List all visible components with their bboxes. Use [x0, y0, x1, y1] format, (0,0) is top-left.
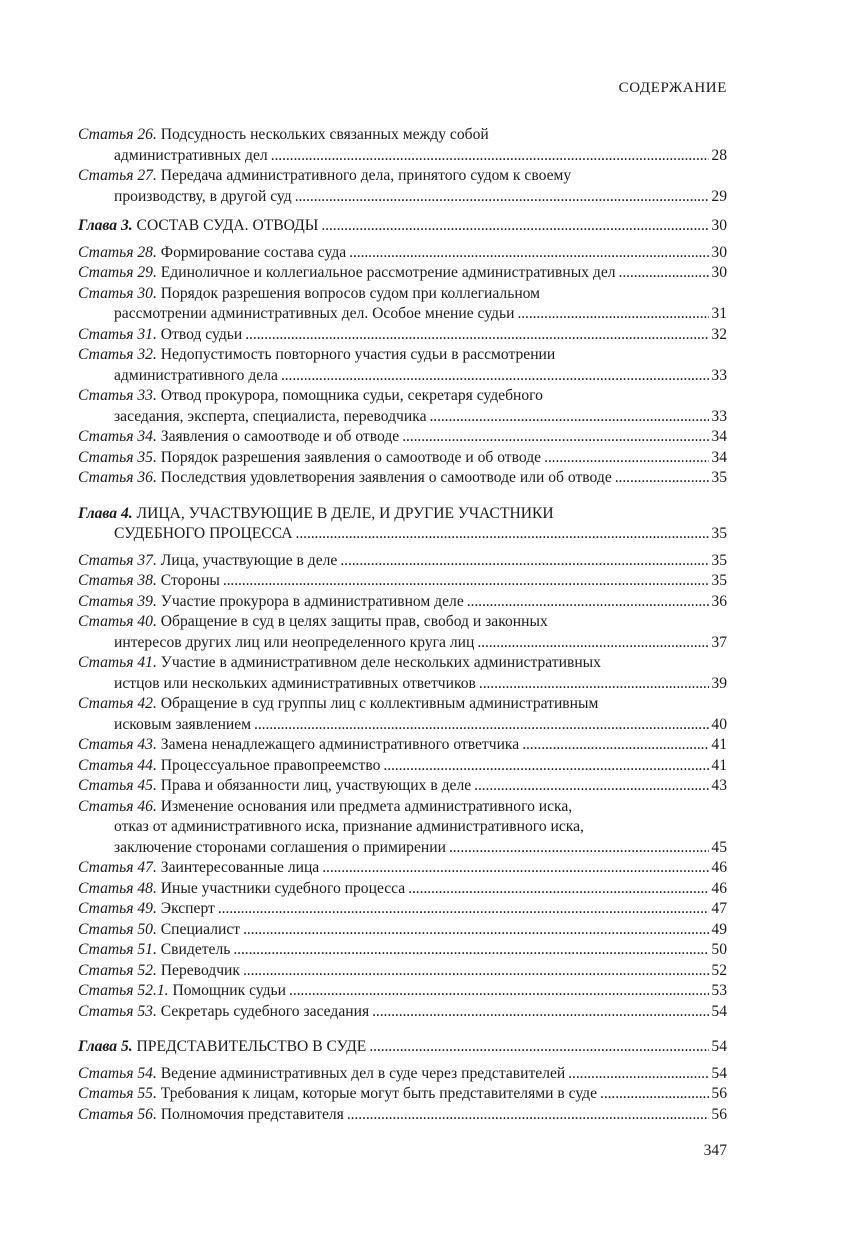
article-title: Заинтересованные лица	[160, 859, 320, 876]
entry-last-line	[78, 838, 727, 859]
entry-last-line	[78, 325, 727, 346]
toc-article-entry	[78, 1084, 727, 1105]
entry-first-line	[78, 345, 727, 366]
entry-text	[114, 187, 292, 208]
dot-leader	[517, 304, 709, 325]
entry-page-number: 33	[711, 366, 727, 384]
entry-last-line	[78, 551, 727, 572]
article-title: Обращение в суд в целях защиты прав, свобод и законных	[160, 613, 548, 630]
dot-leader	[383, 756, 709, 777]
dot-leader	[254, 715, 709, 736]
entry-text	[114, 715, 251, 736]
entry-page-number: 35	[711, 551, 727, 569]
page-number: 347	[703, 1142, 727, 1159]
entry-text	[78, 1002, 369, 1023]
toc-article-entry	[78, 571, 727, 592]
entry-text	[114, 633, 474, 654]
toc-article-entry	[78, 653, 727, 694]
dot-leader	[340, 551, 709, 572]
dot-leader	[281, 366, 709, 387]
dot-leader	[372, 1002, 709, 1023]
article-label: Статья 52.1.	[78, 982, 169, 999]
entry-text	[78, 468, 612, 489]
article-title: заключение сторонами соглашения о примирении	[114, 838, 446, 856]
entry-last-line	[78, 216, 727, 237]
entry-last-line	[78, 187, 727, 208]
dot-leader	[408, 879, 709, 900]
article-title: Участие в административном деле нескольких административных	[160, 654, 601, 671]
entry-last-line	[78, 263, 727, 284]
entry-last-line	[78, 592, 727, 613]
article-title: Единоличное и коллегиальное рассмотрение административных дел	[160, 264, 616, 281]
entry-page-number: 56	[711, 1085, 727, 1102]
toc-article-entry	[78, 899, 727, 920]
entry-last-line	[78, 940, 727, 961]
article-label: Статья 26.	[78, 126, 157, 143]
toc-article-entry	[78, 427, 727, 448]
entry-first-line	[78, 504, 727, 525]
entry-first-line	[78, 612, 727, 633]
article-title: Процессуальное правопреемство	[160, 756, 381, 774]
entry-text	[114, 674, 476, 695]
toc-article-entry	[78, 694, 727, 735]
dot-leader	[296, 524, 710, 545]
article-label: Статья 44.	[78, 756, 157, 774]
entry-last-line	[78, 146, 727, 167]
entry-text	[78, 776, 471, 797]
article-title: Формирование состава суда	[160, 243, 347, 261]
dot-leader	[289, 981, 709, 1002]
article-title: рассмотрении административных дел. Особое мнение судьи	[114, 305, 515, 322]
chapter-label: Глава 3.	[78, 217, 133, 234]
article-title: производству, в другой суд	[114, 187, 292, 205]
entry-page-number: 49	[711, 920, 727, 938]
entry-last-line	[78, 735, 727, 756]
entry-text	[114, 146, 268, 167]
entry-page-number: 36	[711, 592, 727, 610]
entry-text	[78, 243, 346, 264]
dot-leader	[223, 571, 710, 592]
entry-last-line	[78, 879, 727, 900]
entry-last-line	[78, 715, 727, 736]
entry-text	[78, 879, 405, 900]
article-title: Заявления о самоотводе и об отводе	[160, 428, 400, 445]
toc-chapter-entry	[78, 504, 727, 545]
article-label: Статья 53.	[78, 1002, 157, 1020]
entry-last-line	[78, 448, 727, 469]
entry-text	[78, 735, 519, 756]
entry-page-number: 56	[711, 1105, 727, 1123]
chapter-title: ЛИЦА, УЧАСТВУЮЩИЕ В ДЕЛЕ, И ДРУГИЕ УЧАСТНИКИ	[136, 504, 554, 522]
toc-article-entry	[78, 858, 727, 879]
dot-leader	[233, 940, 709, 961]
entry-page-number: 35	[711, 525, 727, 542]
article-title: Участие прокурора в административном деле	[160, 592, 464, 610]
toc-article-entry	[78, 735, 727, 756]
toc-article-entry	[78, 263, 727, 284]
article-label: Статья 55.	[78, 1085, 157, 1102]
entry-last-line	[78, 674, 727, 695]
dot-leader	[349, 243, 709, 264]
dot-leader	[295, 187, 710, 208]
article-title: Полномочия представителя	[160, 1105, 344, 1123]
entry-last-line	[78, 1084, 727, 1105]
article-title: Недопустимость повторного участия судьи в рассмотрении	[160, 346, 556, 363]
entry-text	[78, 756, 380, 777]
dot-leader	[243, 920, 709, 941]
article-title: административного дела	[114, 366, 278, 384]
dot-leader	[218, 899, 710, 920]
toc-article-entry	[78, 386, 727, 427]
entry-last-line	[78, 1105, 727, 1126]
entry-page-number: 30	[711, 217, 727, 234]
entry-page-number: 54	[711, 1002, 727, 1020]
entry-page-number: 37	[711, 633, 727, 651]
article-label: Статья 47.	[78, 859, 157, 876]
entry-text	[78, 551, 337, 572]
article-title: истцов или нескольких административных ответчиков	[114, 674, 476, 692]
article-label: Статья 39.	[78, 592, 157, 610]
article-label: Статья 29.	[78, 264, 157, 281]
entry-text	[78, 1084, 597, 1105]
entry-first-line	[78, 386, 727, 407]
dot-leader	[347, 1105, 710, 1126]
entry-last-line	[78, 468, 727, 489]
article-label: Статья 40.	[78, 613, 157, 630]
toc-chapter-entry	[78, 216, 727, 237]
article-label: Статья 30.	[78, 284, 157, 302]
toc-chapter-entry	[78, 1037, 727, 1058]
dot-leader	[271, 146, 710, 167]
dot-leader	[619, 263, 710, 284]
article-label: Статья 35.	[78, 448, 157, 466]
entry-text	[78, 858, 319, 879]
toc-article-entry	[78, 1002, 727, 1023]
entry-page-number: 40	[711, 715, 727, 733]
toc-article-entry	[78, 961, 727, 982]
toc-article-entry	[78, 920, 727, 941]
entry-text	[78, 1064, 565, 1085]
entry-page-number: 29	[711, 187, 727, 205]
entry-last-line	[78, 920, 727, 941]
chapter-label: Глава 5.	[78, 1038, 133, 1055]
entry-last-line	[78, 756, 727, 777]
entry-last-line	[78, 1037, 727, 1058]
toc-article-entry	[78, 756, 727, 777]
article-title: отказ от административного иска, признание административного иска,	[114, 818, 584, 835]
entry-page-number: 31	[711, 305, 727, 322]
article-title: Изменение основания или предмета административного иска,	[160, 797, 573, 815]
article-title: Иные участники судебного процесса	[160, 879, 406, 897]
article-title: Помощник судьи	[172, 982, 287, 999]
entry-page-number: 41	[711, 756, 727, 774]
entry-text	[78, 961, 240, 982]
article-label: Статья 50.	[78, 920, 157, 938]
entry-page-number: 47	[711, 900, 727, 917]
toc-article-entry	[78, 284, 727, 325]
entry-page-number: 33	[711, 407, 727, 425]
toc-article-entry	[78, 940, 727, 961]
entry-last-line	[78, 243, 727, 264]
entry-last-line	[78, 1002, 727, 1023]
entry-first-line	[78, 125, 727, 146]
entry-last-line	[78, 407, 727, 428]
entry-page-number: 30	[711, 243, 727, 261]
entry-last-line	[78, 633, 727, 654]
entry-page-number: 54	[711, 1064, 727, 1082]
entry-last-line	[78, 981, 727, 1002]
toc-article-entry	[78, 468, 727, 489]
toc-article-entry	[78, 345, 727, 386]
entry-text	[78, 592, 464, 613]
dot-leader	[522, 735, 709, 756]
article-title: Последствия удовлетворения заявления о самоотводе или об отводе	[160, 469, 612, 486]
article-title: Замена ненадлежащего административного ответчика	[160, 736, 520, 753]
dot-leader	[243, 961, 709, 982]
entry-text	[114, 304, 514, 325]
dot-leader	[321, 216, 709, 237]
toc-article-entry	[78, 879, 727, 900]
article-title: интересов других лиц или неопределенного круга лиц	[114, 633, 475, 651]
running-head: СОДЕРЖАНИЕ	[618, 80, 727, 96]
entry-page-number: 53	[711, 982, 727, 999]
toc-article-entry	[78, 981, 727, 1002]
entry-text	[78, 899, 215, 920]
article-title: Ведение административных дел в суде через представителей	[160, 1064, 566, 1082]
article-title: Передача административного дела, принятого судом к своему	[160, 167, 572, 184]
article-label: Статья 27.	[78, 167, 157, 184]
entry-page-number: 39	[711, 674, 727, 692]
dot-leader	[402, 427, 709, 448]
article-title: Специалист	[160, 920, 241, 938]
chapter-title: СОСТАВ СУДА. ОТВОДЫ	[136, 217, 319, 234]
toc-article-entry	[78, 776, 727, 797]
entry-last-line	[78, 899, 727, 920]
entry-text	[78, 263, 616, 284]
article-title: Отвод прокурора, помощника судьи, секретаря судебного	[160, 387, 543, 404]
toc-article-entry	[78, 166, 727, 207]
chapter-title: ПРЕДСТАВИТЕЛЬСТВО В СУДЕ	[136, 1038, 367, 1055]
dot-leader	[600, 1084, 709, 1105]
article-label: Статья 37.	[78, 551, 157, 569]
entry-text	[78, 325, 242, 346]
article-title: Требования к лицам, которые могут быть представителями в суде	[160, 1085, 598, 1102]
article-title: Свидетель	[160, 941, 231, 958]
entry-page-number: 50	[711, 941, 727, 958]
article-label: Статья 32.	[78, 346, 157, 363]
article-label: Статья 33.	[78, 387, 157, 404]
article-title: Эксперт	[160, 900, 215, 917]
toc-article-entry	[78, 243, 727, 264]
toc-article-entry	[78, 325, 727, 346]
entry-page-number: 54	[711, 1038, 727, 1055]
entry-last-line	[78, 961, 727, 982]
dot-leader	[479, 674, 710, 695]
entry-text	[114, 366, 278, 387]
article-title: Обращение в суд группы лиц с коллективным административным	[160, 695, 599, 712]
entry-first-line	[78, 284, 727, 305]
entry-text	[78, 940, 230, 961]
chapter-label: Глава 4.	[78, 504, 133, 522]
toc-article-entry	[78, 551, 727, 572]
entry-last-line	[78, 427, 727, 448]
entry-text	[114, 407, 426, 428]
toc-article-entry	[78, 592, 727, 613]
entry-last-line	[78, 571, 727, 592]
entry-page-number: 41	[711, 736, 727, 753]
dot-leader	[369, 1037, 709, 1058]
dot-leader	[474, 776, 709, 797]
entry-page-number: 46	[711, 879, 727, 897]
toc-article-entry	[78, 125, 727, 166]
entry-first-line	[78, 797, 727, 818]
article-title: Секретарь судебного заседания	[160, 1002, 370, 1020]
dot-leader	[568, 1064, 709, 1085]
entry-page-number: 35	[711, 469, 727, 486]
entry-last-line	[78, 524, 727, 545]
toc-article-entry	[78, 1105, 727, 1126]
entry-middle-line	[78, 817, 727, 838]
dot-leader	[322, 858, 709, 879]
article-label: Статья 43.	[78, 736, 157, 753]
article-label: Статья 46.	[78, 797, 157, 815]
entry-text	[78, 920, 240, 941]
article-title: Права и обязанности лиц, участвующих в деле	[160, 777, 472, 794]
entry-page-number: 35	[711, 572, 727, 589]
article-label: Статья 52.	[78, 961, 157, 979]
entry-last-line	[78, 304, 727, 325]
article-label: Статья 38.	[78, 572, 157, 589]
article-label: Статья 51.	[78, 941, 157, 958]
article-title: Стороны	[160, 572, 220, 589]
entry-page-number: 52	[711, 961, 727, 979]
article-label: Статья 54.	[78, 1064, 157, 1082]
article-label: Статья 28.	[78, 243, 157, 261]
entry-text	[78, 427, 399, 448]
entry-text	[78, 448, 541, 469]
entry-page-number: 34	[711, 428, 727, 445]
article-label: Статья 56.	[78, 1105, 157, 1123]
dot-leader	[544, 448, 709, 469]
entry-last-line	[78, 776, 727, 797]
entry-text	[78, 1037, 366, 1058]
entry-text	[114, 838, 446, 859]
article-label: Статья 45.	[78, 777, 157, 794]
toc-article-entry	[78, 1064, 727, 1085]
dot-leader	[245, 325, 709, 346]
toc-article-entry	[78, 448, 727, 469]
entry-last-line	[78, 366, 727, 387]
dot-leader	[429, 407, 709, 428]
article-title: Лица, участвующие в деле	[160, 551, 338, 569]
entry-text	[78, 1105, 344, 1126]
entry-first-line	[78, 653, 727, 674]
entry-last-line	[78, 858, 727, 879]
chapter-title: СУДЕБНОГО ПРОЦЕССА	[114, 525, 293, 542]
dot-leader	[615, 468, 710, 489]
article-title: исковым заявлением	[114, 715, 252, 733]
toc-article-entry	[78, 797, 727, 859]
article-title: Порядок разрешения вопросов судом при коллегиальном	[160, 284, 541, 302]
entry-text	[114, 524, 293, 545]
entry-text	[78, 981, 286, 1002]
article-label: Статья 48.	[78, 879, 157, 897]
article-title: заседания, эксперта, специалиста, переводчика	[114, 407, 427, 425]
entry-text	[78, 216, 318, 237]
entry-page-number: 34	[711, 448, 727, 466]
article-label: Статья 31.	[78, 325, 157, 343]
entry-last-line	[78, 1064, 727, 1085]
entry-page-number: 32	[711, 325, 727, 343]
entry-text	[78, 571, 220, 592]
entry-first-line	[78, 166, 727, 187]
article-label: Статья 41.	[78, 654, 157, 671]
article-title: Подсудность нескольких связанных между собой	[160, 126, 489, 143]
article-title: Порядок разрешения заявления о самоотводе и об отводе	[160, 448, 542, 466]
entry-page-number: 28	[711, 146, 727, 164]
article-label: Статья 36.	[78, 469, 157, 486]
toc-article-entry	[78, 612, 727, 653]
entry-page-number: 45	[711, 838, 727, 856]
article-label: Статья 42.	[78, 695, 157, 712]
article-title: Переводчик	[160, 961, 240, 979]
entry-page-number: 30	[711, 264, 727, 281]
entry-page-number: 43	[711, 777, 727, 794]
dot-leader	[467, 592, 710, 613]
article-label: Статья 49.	[78, 900, 157, 917]
article-label: Статья 34.	[78, 428, 157, 445]
entry-first-line	[78, 694, 727, 715]
article-title: Отвод судьи	[160, 325, 243, 343]
dot-leader	[477, 633, 709, 654]
dot-leader	[449, 838, 709, 859]
table-of-contents	[78, 125, 727, 1125]
entry-page-number: 46	[711, 859, 727, 876]
article-title: административных дел	[114, 146, 268, 164]
